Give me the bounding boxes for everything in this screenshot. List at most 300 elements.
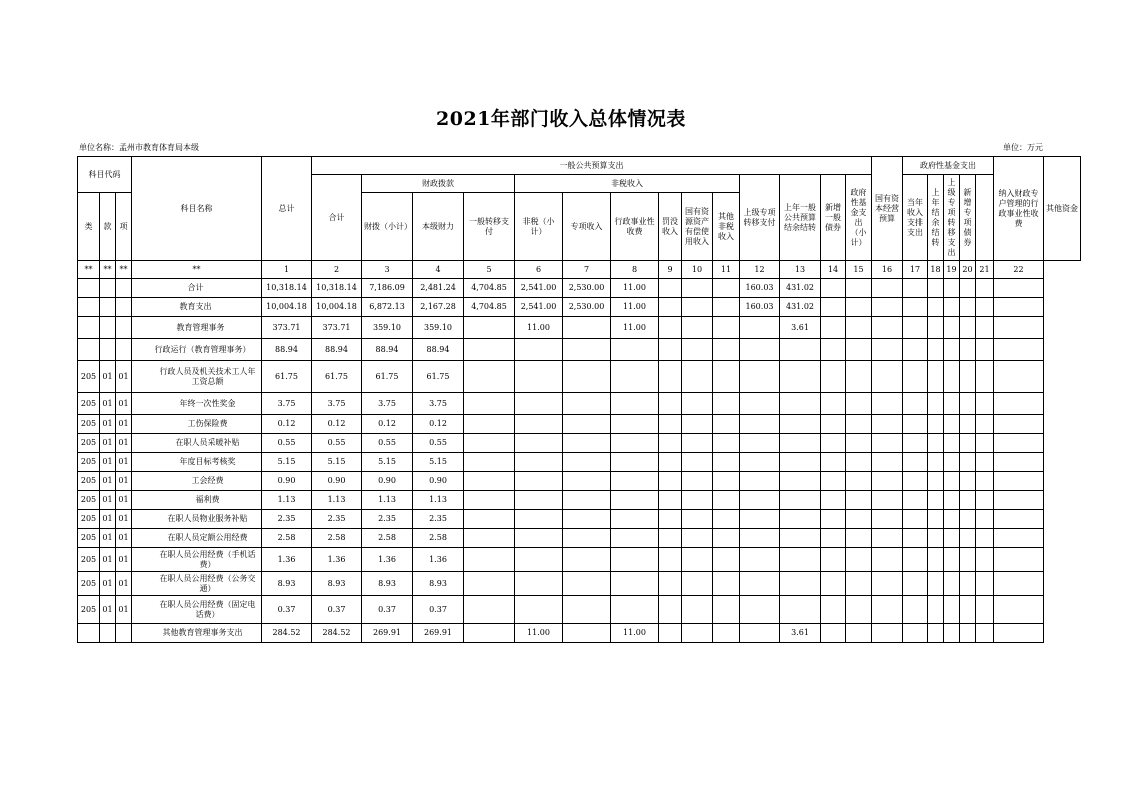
value-cell: 4,704.85 xyxy=(464,298,515,317)
value-cell xyxy=(960,415,976,434)
value-cell xyxy=(944,415,960,434)
value-cell xyxy=(659,393,682,415)
value-cell xyxy=(682,596,713,624)
table-row xyxy=(78,548,1081,572)
value-cell xyxy=(944,491,960,510)
value-cell xyxy=(903,434,928,453)
value-cell xyxy=(928,339,944,361)
code-kuan xyxy=(100,298,116,317)
value-cell xyxy=(515,415,563,434)
value-cell: 1.13 xyxy=(413,491,464,510)
value-cell: 6,872.13 xyxy=(362,298,413,317)
column-number: 6 xyxy=(515,261,563,279)
value-cell xyxy=(464,434,515,453)
value-cell xyxy=(960,317,976,339)
value-cell: 10,004.18 xyxy=(262,298,312,317)
value-cell xyxy=(740,510,780,529)
code-kuan: 01 xyxy=(100,491,116,510)
value-cell xyxy=(611,415,659,434)
value-cell xyxy=(563,415,611,434)
header-state-asset: 国有资源资产有偿使用收入 xyxy=(682,193,713,261)
value-cell xyxy=(740,453,780,472)
value-cell xyxy=(780,339,821,361)
value-cell xyxy=(944,361,960,393)
value-cell xyxy=(563,361,611,393)
value-cell xyxy=(872,298,903,317)
value-cell xyxy=(994,472,1044,491)
header-subtotal: 合计 xyxy=(312,175,362,261)
table-row xyxy=(78,596,1081,624)
value-cell xyxy=(994,339,1044,361)
value-cell xyxy=(903,339,928,361)
value-cell xyxy=(659,279,682,298)
value-cell xyxy=(960,548,976,572)
value-cell xyxy=(928,317,944,339)
value-cell xyxy=(821,361,846,393)
code-kuan: 01 xyxy=(100,393,116,415)
column-number-row xyxy=(78,261,1081,279)
value-cell xyxy=(611,548,659,572)
value-cell xyxy=(976,572,994,596)
value-cell xyxy=(994,453,1044,472)
value-cell xyxy=(872,339,903,361)
value-cell xyxy=(960,510,976,529)
value-cell xyxy=(928,491,944,510)
code-xiang: 01 xyxy=(116,453,132,472)
header-general-transfer: 一般转移支付 xyxy=(464,193,515,261)
value-cell xyxy=(976,393,994,415)
value-cell xyxy=(659,361,682,393)
value-cell xyxy=(563,548,611,572)
value-cell xyxy=(928,572,944,596)
value-cell xyxy=(682,572,713,596)
value-cell: 88.94 xyxy=(362,339,413,361)
value-cell xyxy=(994,298,1044,317)
value-cell xyxy=(944,548,960,572)
value-cell xyxy=(659,596,682,624)
subject-name: 在职人员公用经费（手机话费） xyxy=(132,548,262,572)
code-xiang: 01 xyxy=(116,393,132,415)
value-cell: 0.37 xyxy=(262,596,312,624)
value-cell: 373.71 xyxy=(262,317,312,339)
value-cell xyxy=(563,434,611,453)
code-xiang: 01 xyxy=(116,491,132,510)
value-cell: 2.58 xyxy=(312,529,362,548)
value-cell xyxy=(872,317,903,339)
value-cell xyxy=(464,624,515,643)
value-cell xyxy=(872,572,903,596)
value-cell xyxy=(872,491,903,510)
value-cell xyxy=(928,472,944,491)
value-cell: 11.00 xyxy=(611,298,659,317)
value-cell xyxy=(464,491,515,510)
value-cell: 61.75 xyxy=(312,361,362,393)
value-cell xyxy=(740,491,780,510)
header-lei: 类 xyxy=(78,193,100,261)
value-cell xyxy=(903,361,928,393)
code-kuan: 01 xyxy=(100,596,116,624)
value-cell xyxy=(994,572,1044,596)
value-cell xyxy=(740,624,780,643)
header-penalty: 罚没收入 xyxy=(659,193,682,261)
value-cell xyxy=(944,472,960,491)
value-cell xyxy=(903,393,928,415)
value-cell xyxy=(821,572,846,596)
column-number: 19 xyxy=(944,261,960,279)
subject-name: 行政运行（教育管理事务） xyxy=(132,339,262,361)
table-row xyxy=(78,491,1081,510)
value-cell xyxy=(960,491,976,510)
subject-name: 工伤保险费 xyxy=(132,415,262,434)
column-number: 7 xyxy=(563,261,611,279)
value-cell xyxy=(903,279,928,298)
value-cell: 88.94 xyxy=(413,339,464,361)
code-kuan xyxy=(100,624,116,643)
header-general-budget: 一般公共预算支出 xyxy=(312,157,872,175)
value-cell xyxy=(821,298,846,317)
column-number: 8 xyxy=(611,261,659,279)
value-cell xyxy=(960,393,976,415)
value-cell xyxy=(713,279,740,298)
code-lei: 205 xyxy=(78,491,100,510)
value-cell xyxy=(872,279,903,298)
header-fiscal-mgmt-fee: 纳入财政专户管理的行政事业性收费 xyxy=(994,157,1044,261)
value-cell xyxy=(944,453,960,472)
value-cell: 359.10 xyxy=(362,317,413,339)
value-cell: 8.93 xyxy=(262,572,312,596)
column-number: 4 xyxy=(413,261,464,279)
value-cell xyxy=(976,453,994,472)
value-cell: 10,318.14 xyxy=(312,279,362,298)
value-cell xyxy=(713,596,740,624)
value-cell xyxy=(872,472,903,491)
value-cell xyxy=(928,624,944,643)
value-cell xyxy=(780,361,821,393)
value-cell xyxy=(563,491,611,510)
code-lei: 205 xyxy=(78,596,100,624)
value-cell xyxy=(740,472,780,491)
value-cell xyxy=(976,361,994,393)
value-cell xyxy=(903,572,928,596)
code-lei: 205 xyxy=(78,572,100,596)
income-table xyxy=(77,156,1081,643)
unit-label: 单位：万元 xyxy=(1003,143,1043,152)
value-cell xyxy=(960,434,976,453)
value-cell xyxy=(960,529,976,548)
value-cell xyxy=(682,624,713,643)
value-cell xyxy=(821,317,846,339)
value-cell xyxy=(928,279,944,298)
table-row xyxy=(78,298,1081,317)
code-xiang: 01 xyxy=(116,434,132,453)
value-cell xyxy=(563,339,611,361)
page-title: 2021年部门收入总体情况表 xyxy=(436,108,686,130)
column-number: 22 xyxy=(994,261,1044,279)
value-cell: 3.61 xyxy=(780,317,821,339)
value-cell: 8.93 xyxy=(413,572,464,596)
value-cell xyxy=(464,393,515,415)
subject-name: 合计 xyxy=(132,279,262,298)
header-fiscal: 财政拨款 xyxy=(362,175,515,193)
column-number: 16 xyxy=(872,261,903,279)
code-lei: 205 xyxy=(78,361,100,393)
value-cell xyxy=(903,453,928,472)
code-lei xyxy=(78,279,100,298)
value-cell xyxy=(846,548,872,572)
header-other-funds: 其他资金 xyxy=(1044,157,1081,261)
value-cell xyxy=(713,393,740,415)
value-cell xyxy=(464,361,515,393)
value-cell: 2.35 xyxy=(362,510,413,529)
value-cell xyxy=(976,491,994,510)
value-cell xyxy=(903,317,928,339)
value-cell xyxy=(740,317,780,339)
value-cell xyxy=(944,279,960,298)
value-cell xyxy=(976,317,994,339)
value-cell xyxy=(944,317,960,339)
value-cell xyxy=(994,624,1044,643)
header-current-year: 当年收入支排支出 xyxy=(903,175,928,261)
subject-name: 工会经费 xyxy=(132,472,262,491)
column-number: 17 xyxy=(903,261,928,279)
value-cell xyxy=(780,510,821,529)
column-number: 9 xyxy=(659,261,682,279)
value-cell xyxy=(611,572,659,596)
value-cell xyxy=(846,453,872,472)
value-cell xyxy=(515,434,563,453)
value-cell xyxy=(846,339,872,361)
code-lei xyxy=(78,339,100,361)
value-cell xyxy=(659,453,682,472)
subject-name: 年度目标考核奖 xyxy=(132,453,262,472)
value-cell xyxy=(464,317,515,339)
value-cell xyxy=(515,339,563,361)
value-cell xyxy=(821,415,846,434)
value-cell xyxy=(659,415,682,434)
code-xiang xyxy=(116,339,132,361)
value-cell: 61.75 xyxy=(413,361,464,393)
value-cell xyxy=(903,472,928,491)
value-cell xyxy=(821,279,846,298)
value-cell: 1.36 xyxy=(312,548,362,572)
value-cell xyxy=(780,453,821,472)
code-lei: 205 xyxy=(78,548,100,572)
value-cell xyxy=(740,548,780,572)
value-cell xyxy=(563,453,611,472)
value-cell: 3.75 xyxy=(362,393,413,415)
value-cell: 0.12 xyxy=(312,415,362,434)
code-kuan: 01 xyxy=(100,453,116,472)
code-xiang: 01 xyxy=(116,510,132,529)
value-cell xyxy=(611,393,659,415)
value-cell: 431.02 xyxy=(780,298,821,317)
value-cell: 2,167.28 xyxy=(413,298,464,317)
value-cell xyxy=(976,529,994,548)
value-cell: 0.90 xyxy=(362,472,413,491)
value-cell xyxy=(872,548,903,572)
header-gov-fund: 政府性基金支出 xyxy=(903,157,994,175)
code-lei: 205 xyxy=(78,393,100,415)
value-cell xyxy=(960,339,976,361)
column-number: 20 xyxy=(960,261,976,279)
value-cell: 2.35 xyxy=(413,510,464,529)
value-cell xyxy=(960,472,976,491)
value-cell: 7,186.09 xyxy=(362,279,413,298)
value-cell xyxy=(821,491,846,510)
value-cell xyxy=(515,393,563,415)
column-number: ** xyxy=(78,261,100,279)
header-subject-name: 科目名称 xyxy=(132,157,262,261)
value-cell xyxy=(713,415,740,434)
value-cell xyxy=(944,572,960,596)
value-cell xyxy=(682,361,713,393)
value-cell: 8.93 xyxy=(362,572,413,596)
value-cell xyxy=(659,624,682,643)
value-cell xyxy=(713,298,740,317)
value-cell xyxy=(515,453,563,472)
value-cell: 1.13 xyxy=(262,491,312,510)
code-kuan: 01 xyxy=(100,472,116,491)
value-cell xyxy=(611,361,659,393)
value-cell xyxy=(740,339,780,361)
code-lei xyxy=(78,317,100,339)
table-row xyxy=(78,393,1081,415)
header-own-funds: 本级财力 xyxy=(413,193,464,261)
column-number: 3 xyxy=(362,261,413,279)
value-cell xyxy=(944,624,960,643)
value-cell xyxy=(846,361,872,393)
value-cell xyxy=(611,510,659,529)
value-cell xyxy=(944,393,960,415)
value-cell: 10,318.14 xyxy=(262,279,312,298)
value-cell xyxy=(994,317,1044,339)
column-number: 21 xyxy=(976,261,994,279)
value-cell: 0.90 xyxy=(413,472,464,491)
code-kuan: 01 xyxy=(100,361,116,393)
value-cell: 3.75 xyxy=(312,393,362,415)
header-non-tax: 非税收入 xyxy=(515,175,740,193)
value-cell xyxy=(960,298,976,317)
value-cell: 0.12 xyxy=(262,415,312,434)
value-cell xyxy=(994,279,1044,298)
value-cell xyxy=(611,491,659,510)
value-cell xyxy=(872,361,903,393)
value-cell xyxy=(659,548,682,572)
value-cell: 5.15 xyxy=(413,453,464,472)
value-cell xyxy=(821,548,846,572)
value-cell xyxy=(903,415,928,434)
value-cell xyxy=(659,472,682,491)
value-cell: 0.55 xyxy=(262,434,312,453)
value-cell xyxy=(994,596,1044,624)
value-cell xyxy=(872,596,903,624)
value-cell: 0.12 xyxy=(362,415,413,434)
value-cell xyxy=(928,510,944,529)
value-cell xyxy=(872,529,903,548)
value-cell: 359.10 xyxy=(413,317,464,339)
code-xiang: 01 xyxy=(116,548,132,572)
value-cell xyxy=(960,361,976,393)
value-cell xyxy=(960,453,976,472)
code-xiang: 01 xyxy=(116,415,132,434)
value-cell xyxy=(740,393,780,415)
column-number: 12 xyxy=(740,261,780,279)
value-cell xyxy=(846,415,872,434)
value-cell xyxy=(659,510,682,529)
value-cell xyxy=(821,510,846,529)
value-cell xyxy=(994,529,1044,548)
value-cell xyxy=(659,491,682,510)
value-cell xyxy=(846,393,872,415)
code-kuan: 01 xyxy=(100,434,116,453)
value-cell: 61.75 xyxy=(262,361,312,393)
value-cell xyxy=(903,548,928,572)
value-cell xyxy=(994,415,1044,434)
value-cell xyxy=(928,415,944,434)
value-cell xyxy=(928,434,944,453)
value-cell: 0.55 xyxy=(312,434,362,453)
value-cell xyxy=(464,472,515,491)
value-cell xyxy=(682,393,713,415)
value-cell: 2,530.00 xyxy=(563,279,611,298)
value-cell: 2,541.00 xyxy=(515,279,563,298)
value-cell xyxy=(464,572,515,596)
subject-name: 行政人员及机关技术工人年工资总额 xyxy=(132,361,262,393)
value-cell: 3.75 xyxy=(413,393,464,415)
code-lei xyxy=(78,624,100,643)
value-cell xyxy=(846,624,872,643)
code-lei: 205 xyxy=(78,434,100,453)
value-cell xyxy=(780,434,821,453)
code-xiang: 01 xyxy=(116,596,132,624)
value-cell xyxy=(903,491,928,510)
value-cell: 0.55 xyxy=(362,434,413,453)
code-xiang: 01 xyxy=(116,529,132,548)
value-cell: 269.91 xyxy=(362,624,413,643)
header-state-capital: 国有资本经营预算 xyxy=(872,157,903,261)
code-lei: 205 xyxy=(78,472,100,491)
value-cell: 0.90 xyxy=(262,472,312,491)
value-cell: 431.02 xyxy=(780,279,821,298)
value-cell: 269.91 xyxy=(413,624,464,643)
value-cell xyxy=(846,529,872,548)
unit-name: 单位名称：孟州市教育体育局本级 xyxy=(79,143,199,152)
value-cell: 0.37 xyxy=(312,596,362,624)
table-row xyxy=(78,415,1081,434)
value-cell xyxy=(464,510,515,529)
table-row xyxy=(78,529,1081,548)
header-xiang: 项 xyxy=(116,193,132,261)
value-cell xyxy=(994,491,1044,510)
column-number: 15 xyxy=(846,261,872,279)
value-cell xyxy=(960,624,976,643)
value-cell xyxy=(682,548,713,572)
code-xiang: 01 xyxy=(116,572,132,596)
value-cell xyxy=(740,529,780,548)
table-row xyxy=(78,339,1081,361)
value-cell xyxy=(994,361,1044,393)
value-cell xyxy=(944,529,960,548)
value-cell xyxy=(994,548,1044,572)
value-cell xyxy=(928,298,944,317)
subject-name: 在职人员公用经费（固定电话费） xyxy=(132,596,262,624)
value-cell xyxy=(780,596,821,624)
code-kuan: 01 xyxy=(100,510,116,529)
value-cell: 10,004.18 xyxy=(312,298,362,317)
value-cell xyxy=(713,317,740,339)
value-cell xyxy=(515,491,563,510)
value-cell xyxy=(976,548,994,572)
